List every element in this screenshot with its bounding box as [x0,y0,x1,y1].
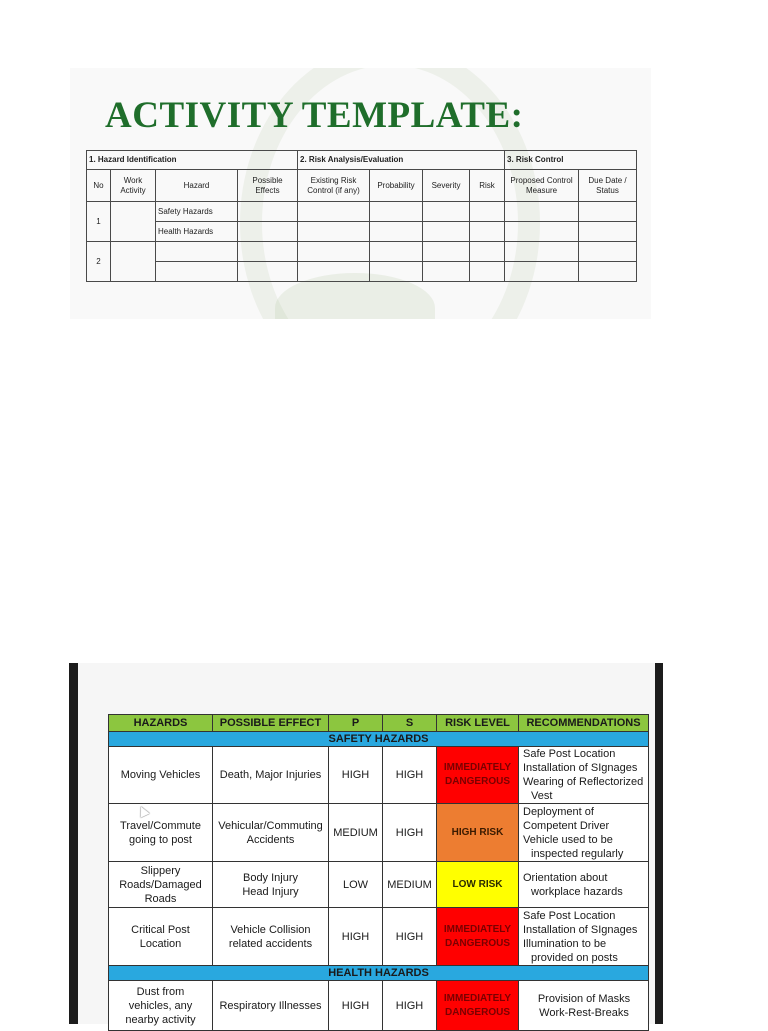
cell-empty [111,242,156,282]
col-probability: Probability [370,170,423,202]
cell-effect: Body Injury Head Injury [213,862,329,908]
cell-recommendations: Safe Post Location Installation of SIgnages Wearing of Reflectorized Vest [519,747,649,804]
header-risk-level: RISK LEVEL [437,715,519,732]
col-work-activity: Work Activity [111,170,156,202]
col-no: No [87,170,111,202]
col-proposed-control: Proposed Control Measure [505,170,579,202]
risk-level-badge: LOW RISK [437,862,519,908]
category-row-health [109,966,649,981]
section-hazard-identification: 1. Hazard Identification [87,151,298,170]
cell-probability: LOW [329,862,383,908]
risk-level-badge: IMMEDIATELY DANGEROUS [437,747,519,804]
table-row [109,747,649,804]
hazards-header-row [109,715,649,732]
template-section-row [87,151,637,170]
cell-severity: MEDIUM [383,862,437,908]
col-risk: Risk [470,170,505,202]
cell-hazard [156,262,238,282]
table-row [87,202,637,222]
hazards-panel [69,663,663,1024]
cell-severity: HIGH [383,981,437,1031]
cell-severity: HIGH [383,804,437,862]
template-title: ACTIVITY TEMPLATE: [105,95,524,136]
frame-left-bar [69,663,78,1024]
cell-effect: Vehicle Collision related accidents [213,908,329,966]
category-health-hazards: HEALTH HAZARDS [109,966,649,981]
cell-severity: HIGH [383,908,437,966]
col-due-date: Due Date / Status [579,170,637,202]
section-risk-analysis: 2. Risk Analysis/Evaluation [298,151,505,170]
section-risk-control: 3. Risk Control [505,151,637,170]
header-s: S [383,715,437,732]
cell-probability: MEDIUM [329,804,383,862]
cell-hazard [156,242,238,262]
col-hazard: Hazard [156,170,238,202]
cell-effect: Death, Major Injuries [213,747,329,804]
cell-recommendations: Orientation about workplace hazards [519,862,649,908]
risk-level-badge: IMMEDIATELY DANGEROUS [437,908,519,966]
frame-right-bar [655,663,663,1024]
table-row [109,981,649,1031]
header-hazards: HAZARDS [109,715,213,732]
cell-effect: Respiratory Illnesses [213,981,329,1031]
activity-template-table [86,150,637,282]
row-no: 1 [87,202,111,242]
col-existing-risk-control: Existing Risk Control (if any) [298,170,370,202]
table-row [109,862,649,908]
table-row [87,222,637,242]
cell-hazard: Health Hazards [156,222,238,242]
table-row [87,262,637,282]
cell-severity: HIGH [383,747,437,804]
cell-hazard: Travel/Commute going to post [109,804,213,862]
template-header-row [87,170,637,202]
cell-hazard: Slippery Roads/Damaged Roads [109,862,213,908]
col-severity: Severity [423,170,470,202]
activity-template-card [70,68,651,319]
cell-recommendations: Deployment of Competent Driver Vehicle used to be inspected regularly [519,804,649,862]
cell-hazard: Safety Hazards [156,202,238,222]
cell-hazard: Dust from vehicles, any nearby activity [109,981,213,1031]
table-row [109,804,649,862]
header-p: P [329,715,383,732]
risk-level-badge: HIGH RISK [437,804,519,862]
cell-probability: HIGH [329,981,383,1031]
header-possible-effect: POSSIBLE EFFECT [213,715,329,732]
hazards-table [108,714,649,1031]
cell-empty [111,202,156,242]
col-possible-effects: Possible Effects [238,170,298,202]
cell-probability: HIGH [329,747,383,804]
row-no: 2 [87,242,111,282]
cell-recommendations: Provision of Masks Work-Rest-Breaks [519,981,649,1031]
risk-level-badge: IMMEDIATELY DANGEROUS [437,981,519,1031]
table-row [109,908,649,966]
cell-probability: HIGH [329,908,383,966]
category-safety-hazards: SAFETY HAZARDS [109,732,649,747]
cell-hazard: Moving Vehicles [109,747,213,804]
category-row-safety [109,732,649,747]
header-recommendations: RECOMMENDATIONS [519,715,649,732]
table-row [87,242,637,262]
cell-hazard: Critical Post Location [109,908,213,966]
cell-effect: Vehicular/Commuting Accidents [213,804,329,862]
cell-recommendations: Safe Post Location Installation of SIgnages Illumination to be provided on posts [519,908,649,966]
